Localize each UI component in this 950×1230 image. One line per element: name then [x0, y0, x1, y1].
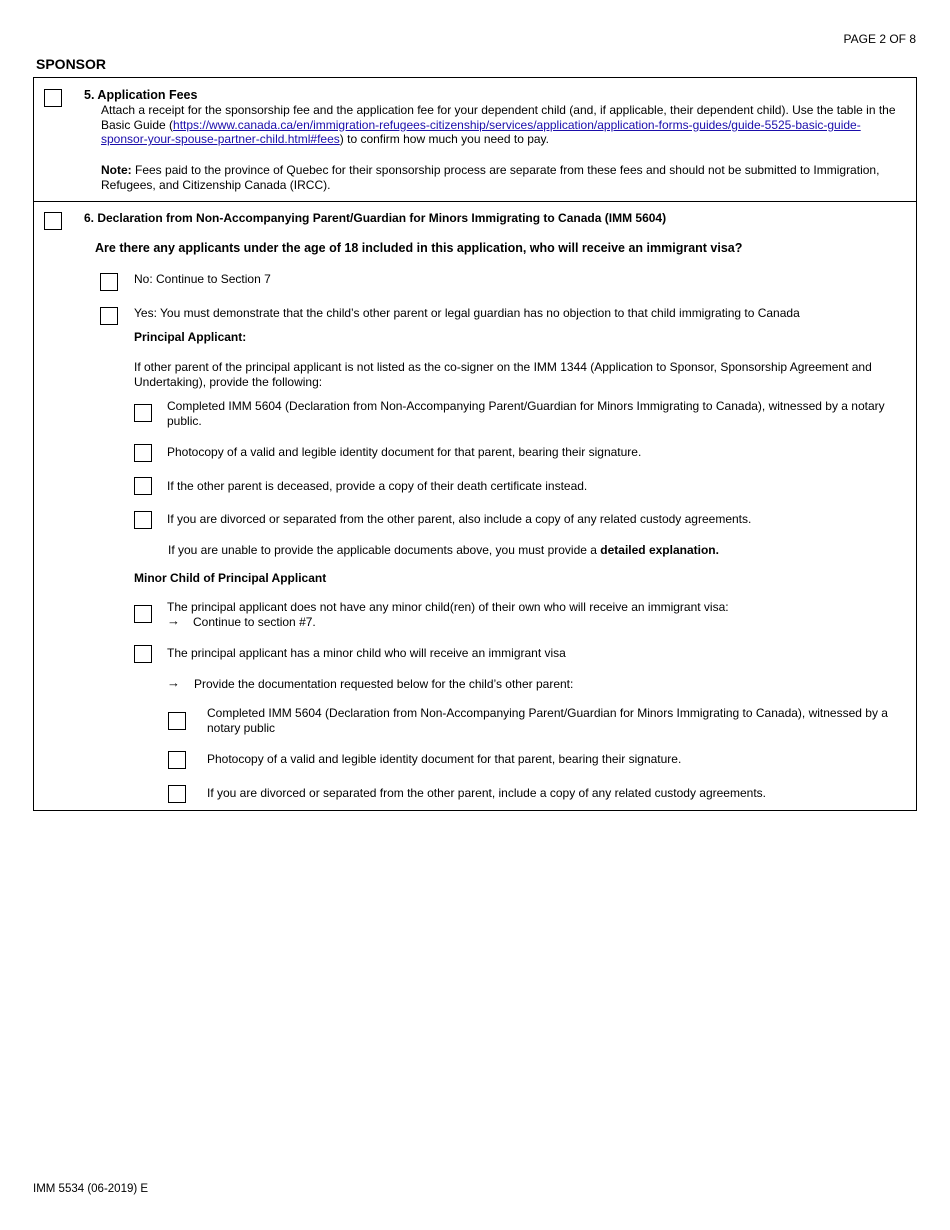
- minor-has-child-checkbox[interactable]: [134, 645, 152, 663]
- arrow-icon: →: [167, 675, 180, 690]
- item5-note: Note: Fees paid to the province of Quebec for their sponsorship process are separate from these fees and should not be submitted to Immigration, Refugees, and Citizenship Canada (IRCC).: [101, 163, 880, 192]
- principal-intro: If other parent of the principal applicant is not listed as the co-signer on the IMM 1344 (Application to Sponsor, Sponsorship Agreement and Undertaking), provide the following:: [134, 360, 872, 389]
- form-id: IMM 5534 (06-2019) E: [33, 1183, 149, 1195]
- minor-item-2: Photocopy of a valid and legible identity document for that parent, bearing their signature.: [207, 752, 682, 766]
- option-no-checkbox[interactable]: [100, 273, 118, 291]
- item5-heading: 5. Application Fees: [84, 88, 198, 102]
- minor-no-child-continue: Continue to section #7.: [193, 615, 316, 629]
- item5-body: Attach a receipt for the sponsorship fee and the application fee for your dependent child (and, if applicable, their dependent child). Use the table in the Basic Guide (https://www.canada.ca/en/immigration-refugees-citizenship/services/application/application-forms-guides/guide-5525-basic-guide-sponsor-your-spouse-partner-child.html#fees) to confirm how much you need to pay.: [101, 103, 896, 146]
- principal-item-1-checkbox[interactable]: [134, 404, 152, 422]
- principal-item-3-checkbox[interactable]: [134, 477, 152, 495]
- item6-heading: 6. Declaration from Non-Accompanying Parent/Guardian for Minors Immigrating to Canada (IMM 5604): [84, 211, 667, 225]
- minor-item-1: Completed IMM 5604 (Declaration from Non-Accompanying Parent/Guardian for Minors Immigrating to Canada), witnessed by a notary public: [207, 706, 888, 735]
- minor-provide-label: Provide the documentation requested below for the child’s other parent:: [194, 677, 574, 691]
- principal-item-4-checkbox[interactable]: [134, 511, 152, 529]
- section-title: SPONSOR: [36, 56, 107, 72]
- basic-guide-link[interactable]: https://www.canada.ca/en/immigration-refugees-citizenship/services/application/application-forms-guides/guide-5525-basic-guide-sponsor-your-spouse-partner-child.html#fees: [101, 117, 861, 146]
- minor-item-2-checkbox[interactable]: [168, 751, 186, 769]
- page-number: PAGE 2 OF 8: [843, 32, 916, 46]
- option-yes-label: Yes: You must demonstrate that the child’s other parent or legal guardian has no objection to that child immigrating to Canada: [134, 306, 800, 320]
- option-no-label: No: Continue to Section 7: [134, 272, 271, 286]
- principal-item-2-checkbox[interactable]: [134, 444, 152, 462]
- item6-question: Are there any applicants under the age of 18 included in this application, who will receive an immigrant visa?: [95, 241, 743, 255]
- option-yes-checkbox[interactable]: [100, 307, 118, 325]
- arrow-icon: →: [167, 613, 180, 628]
- principal-item-4: If you are divorced or separated from the other parent, also include a copy of any related custody agreements.: [167, 512, 752, 526]
- principal-heading: Principal Applicant:: [134, 330, 247, 344]
- minor-no-child-checkbox[interactable]: [134, 605, 152, 623]
- unable-note: If you are unable to provide the applicable documents above, you must provide a detailed explanation.: [168, 543, 719, 557]
- minor-item-3-checkbox[interactable]: [168, 785, 186, 803]
- item6-checkbox[interactable]: [44, 212, 62, 230]
- minor-has-child-label: The principal applicant has a minor child who will receive an immigrant visa: [167, 646, 566, 660]
- minor-no-child-label: The principal applicant does not have any minor child(ren) of their own who will receive an immigrant visa:: [167, 600, 729, 614]
- principal-item-2: Photocopy of a valid and legible identity document for that parent, bearing their signature.: [167, 445, 642, 459]
- minor-item-3: If you are divorced or separated from the other parent, include a copy of any related custody agreements.: [207, 786, 766, 800]
- principal-item-3: If the other parent is deceased, provide a copy of their death certificate instead.: [167, 479, 588, 493]
- item5-checkbox[interactable]: [44, 89, 62, 107]
- minor-item-1-checkbox[interactable]: [168, 712, 186, 730]
- principal-item-1: Completed IMM 5604 (Declaration from Non-Accompanying Parent/Guardian for Minors Immigrating to Canada), witnessed by a notary public.: [167, 399, 885, 428]
- minor-heading: Minor Child of Principal Applicant: [134, 571, 327, 585]
